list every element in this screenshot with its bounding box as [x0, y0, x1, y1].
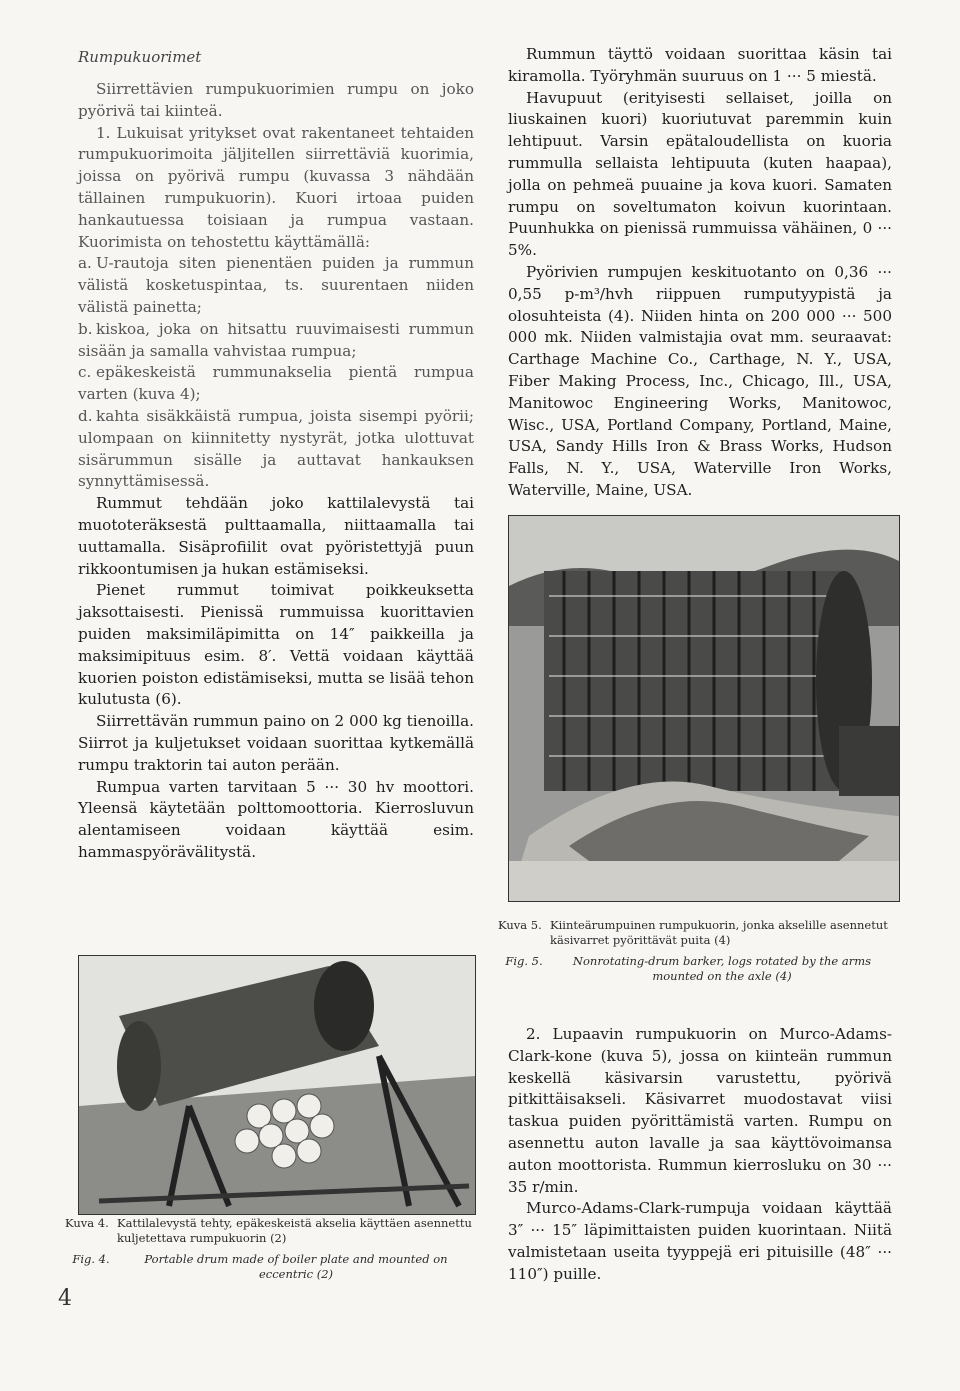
- list-letter: a.: [78, 254, 92, 273]
- page-number: 4: [58, 1286, 72, 1311]
- paragraph: Murco-Adams-Clark-rumpuja voidaan käyttää 3″ ··· 15″ läpimittaisten puiden kuorintaan. Niitä valmistetaan useita tyyppejä eri pituisille (48″ ··· 110″) puille.: [508, 1199, 892, 1283]
- list-item-c: [78, 362, 474, 406]
- paragraph: Siirrettävien rumpukuorimien rumpu on joko pyörivä tai kiinteä.: [78, 80, 474, 120]
- caption-label: Kuva 4.: [65, 1216, 109, 1230]
- list-text: kiskoa, joka on hitsattu ruuvimaisesti rummun sisään ja samalla vahvistaa rumpua;: [78, 319, 474, 360]
- figure-5-photo: [508, 515, 900, 902]
- caption-text-en: Portable drum made of boiler plate and mounted on: [144, 1252, 448, 1266]
- caption-label-en: Fig. 4.: [72, 1252, 110, 1266]
- paragraph: 1. Lukuisat yritykset ovat rakentaneet tehtaiden rumpukuorimoita jäljitellen siirrettäviä kuorimia, joissa on pyörivä rumpu (kuvassa 3 nähdään tällainen rumpukuorin). Kuori irtoaa puiden hankautuessa toisiaan ja rumpua vastaan. Kuorimista on tehostettu käyttämällä:: [78, 123, 474, 251]
- paragraph: 2. Lupaavin rumpukuorin on Murco-Adams-Clark-kone (kuva 5), jossa on kiinteän rummun keskellä käsivarsin varustettu, pyörivä pitkittäisakseli. Käsivarret muodostavat viisi taskua puiden pyörittämistä varten. Rumpu on asennettu auton lavalle ja saa käyttövoimansa auton moottorista. Rummun kierrosluku on 30 ··· 35 r/min.: [508, 1025, 892, 1196]
- list-letter: d.: [78, 406, 93, 425]
- list-item-d: [78, 406, 474, 493]
- list-item-a: [78, 253, 474, 318]
- list-item-b: [78, 319, 474, 363]
- list-letter: b.: [78, 319, 93, 338]
- list-text: epäkeskeistä rummunakselia pientä rumpua varten (kuva 4);: [78, 363, 474, 404]
- right-column-lower: [508, 1024, 892, 1286]
- caption-text-en: mounted on the axle (4): [652, 969, 792, 983]
- list-text: U-rautoja siten pienentäen puiden ja rummun välistä kosketuspintaa, ts. suurentaen niiden välistä painetta;: [78, 254, 474, 316]
- figure-4-photo: [78, 955, 476, 1215]
- caption-text-en: eccentric (2): [258, 1267, 334, 1281]
- paragraph: Rumpua varten tarvitaan 5 ··· 30 hv moottori. Yleensä käytetään polttomoottoria. Kierrosluvun alentamiseen voidaan käyttää esim. hammaspyörävälitystä.: [78, 777, 474, 861]
- caption-text-fi: Kattilalevystä tehty, epäkeskeistä akselia käyttäen asennettu kuljetettava rumpukuorin (2): [117, 1216, 472, 1245]
- drum-barker-illustration: [509, 516, 899, 901]
- paragraph: Siirrettävän rummun paino on 2 000 kg tienoilla. Siirrot ja kuljetukset voidaan suorittaa kytkemällä rumpu traktorin tai auton perään.: [78, 712, 474, 774]
- paragraph: Rummut tehdään joko kattilalevystä tai muototeräksestä pulttaamalla, niittaamalla tai uuttamalla. Sisäprofiilit ovat pyöristettyjä puun rikkoontumisen ja hukan estämiseksi.: [78, 494, 474, 578]
- right-column: [508, 44, 892, 502]
- paragraph: Pienet rummut toimivat poikkeuksetta jaksottaisesti. Pienissä rummuissa kuorittavien puiden maksimiläpimitta on 14″ paikkeilla ja maksimipituus esim. 8′. Vettä voidaan käyttää kuorien poiston edistämiseksi, mutta se lisää tehon kulutusta (6).: [78, 581, 474, 709]
- portable-drum-illustration: [79, 956, 475, 1214]
- list-text: kahta sisäkkäistä rumpua, joista sisempi pyörii; ulompaan on kiinnitetty nystyrät, jotka ulottuvat sisärummun sisälle ja auttavat hankauksen synnyttämisessä.: [78, 406, 474, 491]
- caption-text-en: Nonrotating-drum barker, logs rotated by the arms: [572, 954, 872, 968]
- caption-label-en: Fig. 5.: [505, 954, 543, 968]
- paragraph: Pyörivien rumpujen keskituotanto on 0,36 ··· 0,55 p-m³/hvh riippuen rumputyypistä ja olosuhteista (4). Niiden hinta on 200 000 ··· 500 000 mk. Niiden valmistajia ovat mm. seuraavat: Carthage Machine Co., Carthage, N. Y., USA, Fiber Making Process, Inc., Chicago, Ill., USA, Manitowoc Engineering Works, Manitowoc, Wisc., USA, Portland Company, Portland, Maine, USA, Sandy Hills Iron & Brass Works, Hudson Falls, N. Y., USA, Waterville Iron Works, Waterville, Maine, USA.: [508, 262, 892, 499]
- left-column: [78, 48, 474, 864]
- list-letter: c.: [78, 363, 92, 382]
- figure-4-caption: [65, 1216, 475, 1282]
- caption-text-fi: Kiinteärumpuinen rumpukuorin, jonka akselille asennetut käsivarret pyörittävät puita (4): [550, 918, 888, 947]
- caption-label: Kuva 5.: [498, 918, 542, 932]
- paragraph: Havupuut (erityisesti sellaiset, joilla on liuskainen kuori) kuoriutuvat paremmin kuin lehtipuut. Varsin epätaloudellista on kuoria rummulla sellaista lehtipuuta (kuten haapaa), jolla on pehmeä puuaine ja kova kuori. Samaten rumpu on soveltumaton koivun kuorintaan. Puunhukka on pienissä rummuissa vähäinen, 0 ··· 5%.: [508, 88, 892, 260]
- figure-5-caption: [498, 918, 894, 984]
- paragraph: Rummun täyttö voidaan suorittaa käsin tai kiramolla. Työryhmän suuruus on 1 ··· 5 miestä.: [508, 45, 892, 85]
- running-head: Rumpukuorimet: [78, 48, 202, 66]
